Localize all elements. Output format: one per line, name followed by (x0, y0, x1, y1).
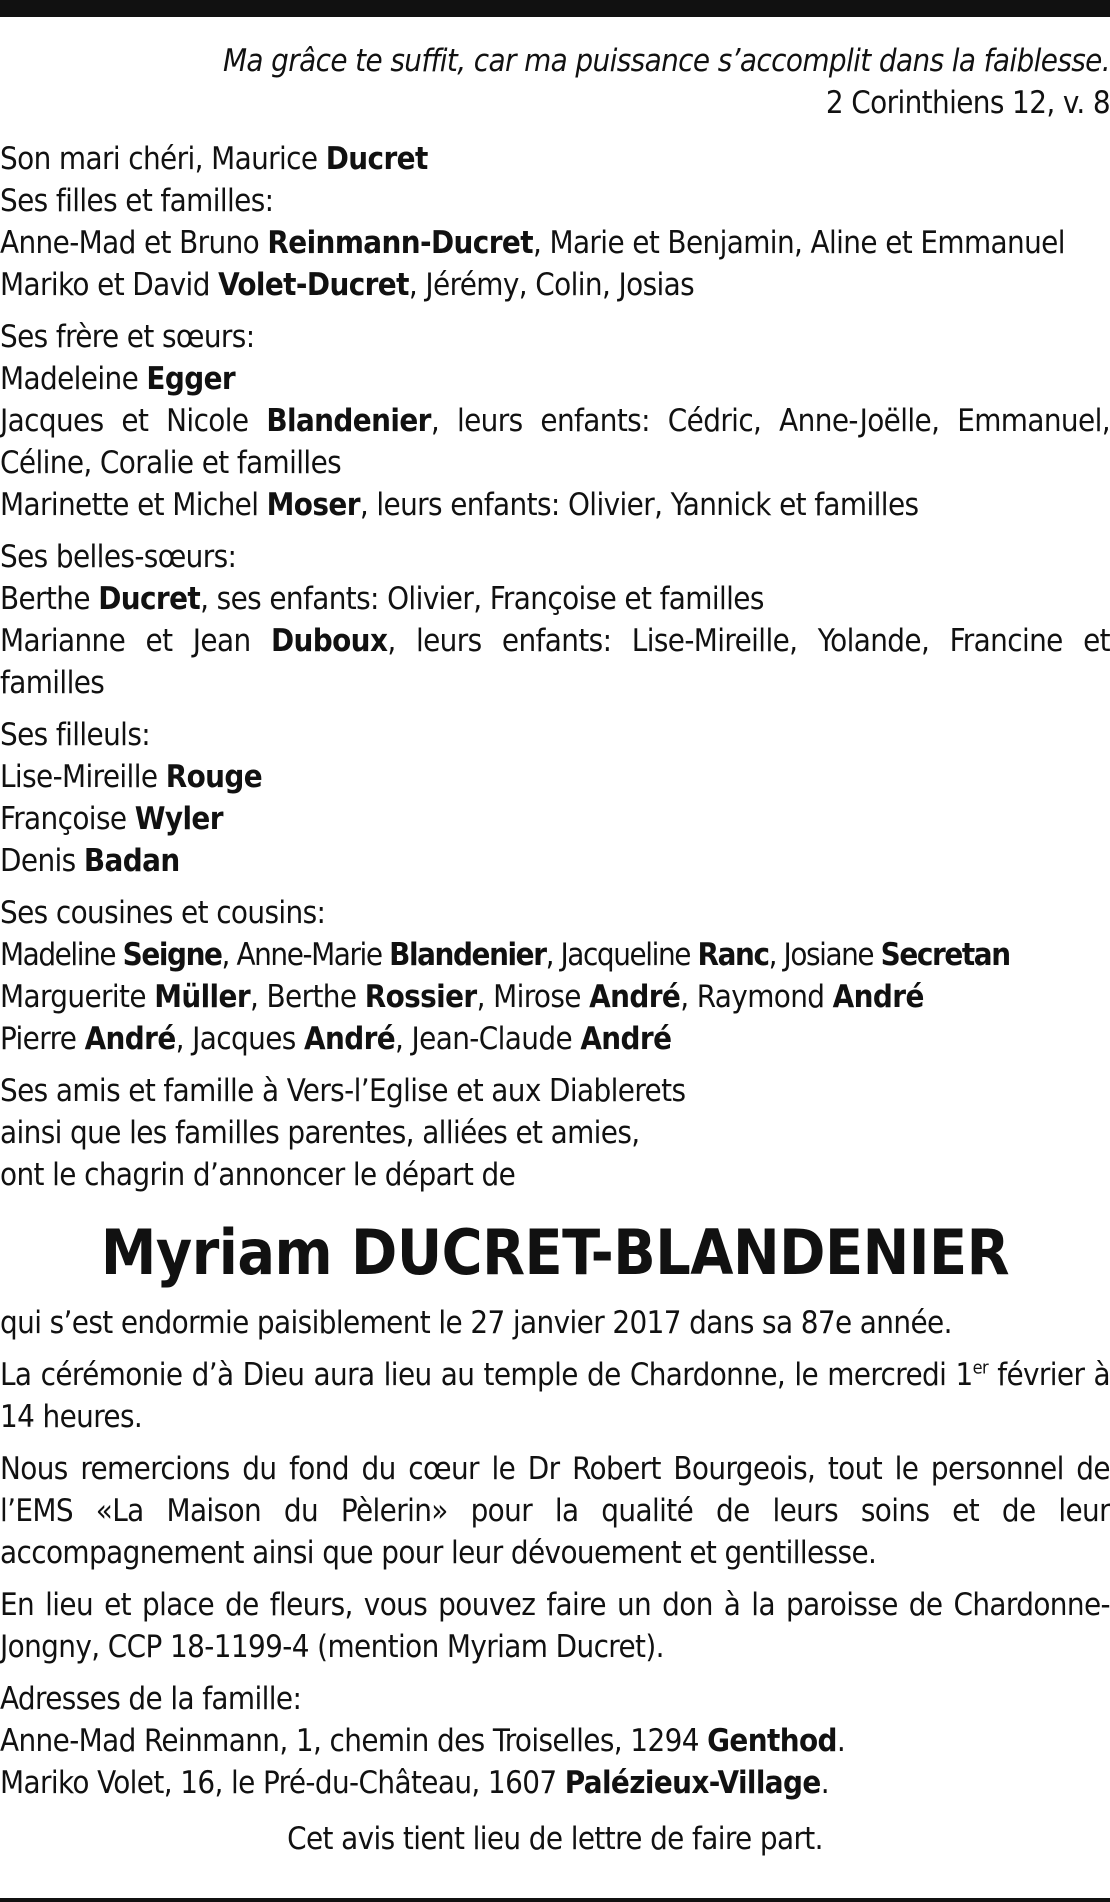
siblings-group (0, 316, 1110, 526)
surname: Moser (266, 487, 360, 523)
sisters-in-law-heading: Ses belles-sœurs: (0, 539, 237, 575)
addresses-group (0, 1678, 1110, 1804)
godchildren-line-2: Françoise Wyler (0, 801, 223, 837)
godchildren-line-3: Denis Badan (0, 843, 180, 879)
epigraph-quote: Ma grâce te suffit, car ma puissance s’accomplit dans la faiblesse. (222, 43, 1110, 79)
sisters-in-law-line-2: Marianne et Jean Duboux, leurs enfants: Lise-Mireille, Yolande, Francine et familles (0, 623, 1110, 701)
friends-line-2: ainsi que les familles parentes, alliées et amies, (0, 1115, 640, 1151)
address-line-1: Anne-Mad Reinmann, 1, chemin des Troiselles, 1294 Genthod. (0, 1723, 846, 1759)
address-line-2: Mariko Volet, 16, le Pré-du-Château, 1607 Palézieux-Village. (0, 1765, 829, 1801)
surname: Reinmann-Ducret (267, 225, 533, 261)
surname: Wyler (134, 801, 223, 837)
siblings-line-3: Marinette et Michel Moser, leurs enfants: Olivier, Yannick et familles (0, 487, 919, 523)
surname: André (589, 979, 681, 1015)
bottom-border-rule (0, 1898, 1110, 1902)
friends-line-1: Ses amis et famille à Vers-l’Eglise et aux Diablerets (0, 1073, 686, 1109)
cousins-line-1: Madeline Seigne, Anne-Marie Blandenier, Jacqueline Ranc, Josiane Secretan (0, 937, 1010, 973)
cousins-line-3: Pierre André, Jacques André, Jean-Claude André (0, 1021, 672, 1057)
surname: Ranc (697, 937, 769, 973)
friends-line-3: ont le chagrin d’annoncer le départ de (0, 1157, 516, 1193)
surname: Egger (146, 361, 236, 397)
cousins-line-2: Marguerite Müller, Berthe Rossier, Mirose André, Raymond André (0, 979, 924, 1015)
godchildren-group (0, 714, 1110, 882)
surname: André (303, 1021, 396, 1057)
top-border-rule (0, 0, 1110, 17)
surname: Blandenier (389, 937, 546, 973)
epigraph-reference: 2 Corinthiens 12, v. 8 (825, 85, 1110, 121)
thanks-paragraph: Nous remercions du fond du cœur le Dr Robert Bourgeois, tout le personnel de l’EMS «La Maison du Pèlerin» pour la qualité de leurs soins et de leur accompagnement ainsi que pour leur dévouement et gentillesse. (0, 1451, 1110, 1571)
siblings-line-2: Jacques et Nicole Blandenier, leurs enfants: Cédric, Anne-Joëlle, Emmanuel, Céline, Coralie et familles (0, 403, 1110, 481)
surname: Müller (154, 979, 250, 1015)
death-notice: qui s’est endormie paisiblement le 27 janvier 2017 dans sa 87e année. (0, 1305, 952, 1341)
sisters-in-law-line-1: Berthe Ducret, ses enfants: Olivier, Françoise et familles (0, 581, 764, 617)
surname: Ducret (325, 141, 428, 177)
surname: Badan (83, 843, 180, 879)
siblings-heading: Ses frère et sœurs: (0, 319, 255, 355)
surname: André (84, 1021, 176, 1057)
husband-group (0, 138, 1110, 306)
daughters-line-2: Mariko et David Volet-Ducret, Jérémy, Colin, Josias (0, 267, 695, 303)
siblings-line-1: Madeleine Egger (0, 361, 236, 397)
friends-group (0, 1070, 1110, 1196)
surname: Seigne (122, 937, 222, 973)
daughters-heading: Ses filles et familles: (0, 183, 274, 219)
closing-line: Cet avis tient lieu de lettre de faire part. (287, 1821, 823, 1857)
surname: Blandenier (266, 403, 431, 439)
notice-content (0, 40, 1110, 1860)
ordinal-superscript: er (972, 1357, 989, 1379)
surname: André (580, 1021, 672, 1057)
locality: Palézieux-Village (564, 1765, 821, 1801)
surname: Duboux (270, 623, 388, 659)
surname: Rouge (165, 759, 263, 795)
surname: Rossier (364, 979, 477, 1015)
surname: Ducret (98, 581, 201, 617)
cousins-heading: Ses cousines et cousins: (0, 895, 326, 931)
locality: Genthod (707, 1723, 837, 1759)
daughters-line-1: Anne-Mad et Bruno Reinmann-Ducret, Marie et Benjamin, Aline et Emmanuel (0, 225, 1065, 261)
surname: Volet-Ducret (218, 267, 409, 303)
donation-paragraph: En lieu et place de fleurs, vous pouvez faire un don à la paroisse de Chardonne-Jongny, CCP 18-1199-4 (mention Myriam Ducret). (0, 1587, 1110, 1665)
godchildren-line-1: Lise-Mireille Rouge (0, 759, 263, 795)
addresses-heading: Adresses de la famille: (0, 1681, 302, 1717)
godchildren-heading: Ses filleuls: (0, 717, 151, 753)
deceased-name: Myriam DUCRET-BLANDENIER (100, 1216, 1010, 1289)
surname: Secretan (880, 937, 1010, 973)
ceremony-paragraph: La cérémonie d’à Dieu aura lieu au temple de Chardonne, le mercredi 1er février à 14 heures. (0, 1357, 1110, 1435)
cousins-group (0, 892, 1110, 1060)
sisters-in-law-group (0, 536, 1110, 704)
husband-line: Son mari chéri, Maurice Ducret (0, 141, 428, 177)
surname: André (832, 979, 924, 1015)
